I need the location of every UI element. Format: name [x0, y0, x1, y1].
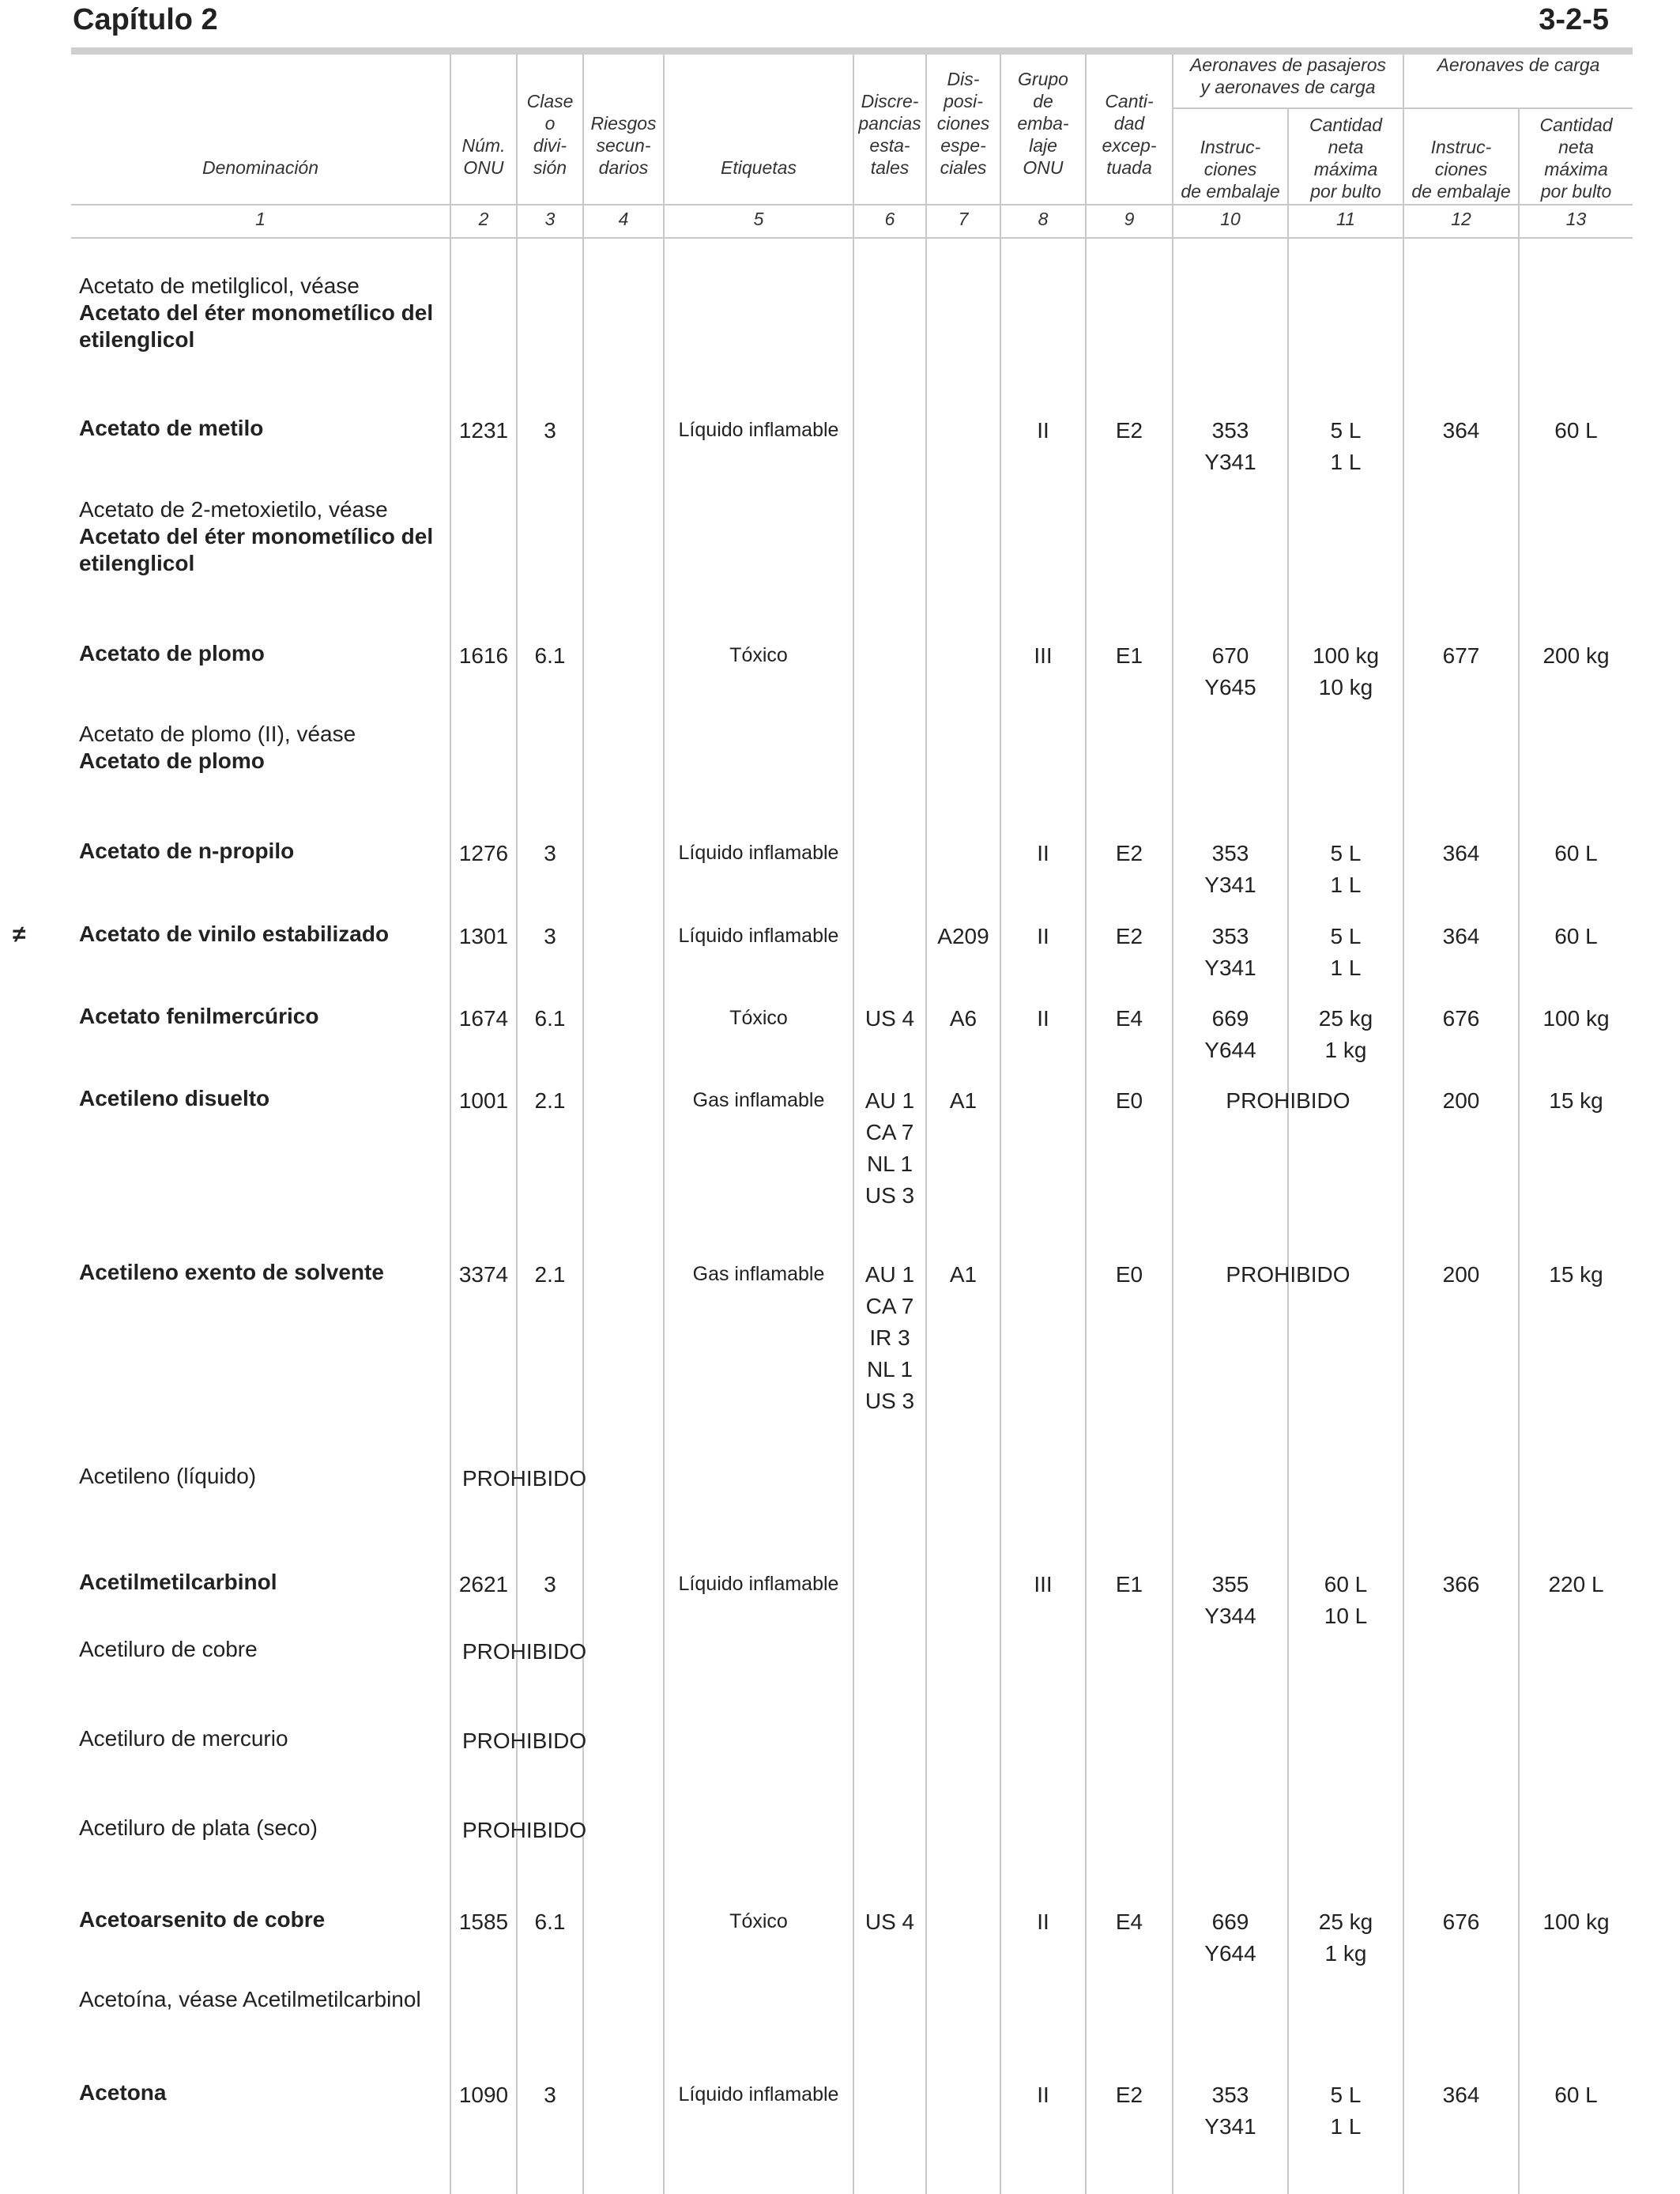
prohibited-label: PROHIBIDO [462, 1639, 587, 1664]
name-bold-text: Acetona [79, 2080, 167, 2105]
name-bold-text: Acetato del éter monometílico del etilenglicol [79, 524, 434, 575]
cell-name [79, 415, 443, 442]
cell-class: 2.1 [534, 1262, 566, 1287]
column-number: 3 [544, 209, 556, 229]
col-header-cargo-packing-instructions: Instruc- ciones de embalaje [1411, 137, 1511, 202]
cell-un-number: 1674 [458, 1006, 509, 1031]
cell-packing-group: II [1037, 841, 1049, 865]
cell-cargo-packing-instruction: 677 [1442, 643, 1480, 668]
col-header-name: Denominación [202, 157, 319, 178]
cell-excepted-qty: E1 [1115, 643, 1143, 668]
cell-name [79, 1815, 443, 1842]
cell-excepted-qty: E2 [1115, 841, 1143, 865]
cell-name [79, 273, 443, 353]
name-text: Acetoína, véase Acetilmetilcarbinol [79, 1987, 421, 2011]
cell-cargo-max-qty: 60 L [1554, 841, 1598, 865]
cell-packing-group: II [1037, 1006, 1049, 1031]
column-number: 12 [1451, 209, 1471, 229]
cell-labels: Gas inflamable [692, 1263, 825, 1285]
cell-cargo-max-qty: 200 kg [1543, 643, 1610, 668]
column-number: 7 [958, 209, 969, 229]
cell-excepted-qty: E0 [1115, 1262, 1143, 1287]
cell-cargo-max-qty: 100 kg [1543, 1006, 1610, 1031]
col-header-subrisk: Riesgos secun- darios [590, 113, 657, 178]
col-header-class: Clase o divi- sión [526, 91, 574, 178]
cell-name [79, 640, 443, 667]
cell-un-number: 1301 [458, 924, 509, 948]
cell-name [79, 1463, 443, 1490]
name-text: Acetato de 2-metoxietilo, véase [79, 497, 388, 522]
cell-name [79, 2079, 443, 2106]
cell-name [79, 1986, 443, 2013]
name-bold-text: Acetoarsenito de cobre [79, 1907, 326, 1932]
cell-pax-max-qty: 100 kg 10 kg [1312, 643, 1380, 699]
cell-state-variations: AU 1 CA 7 IR 3 NL 1 US 3 [864, 1262, 915, 1413]
cell-pax-packing-instruction: 353 Y341 [1204, 924, 1256, 980]
cell-pax-max-qty: 25 kg 1 kg [1318, 1909, 1373, 1966]
cell-labels: Líquido inflamable [678, 419, 839, 441]
cell-class: 2.1 [534, 1088, 566, 1113]
column-number: 11 [1336, 209, 1355, 229]
cell-special-provisions: A1 [949, 1262, 977, 1287]
cell-excepted-qty: E2 [1115, 924, 1143, 948]
column-number: 2 [478, 209, 489, 229]
col-header-excepted-qty: Canti- dad excep- tuada [1102, 91, 1157, 178]
name-bold-text: Acetilmetilcarbinol [79, 1570, 277, 1594]
cell-un-number: 1276 [458, 841, 509, 865]
name-text: Acetato de metilglicol, véase [79, 273, 360, 298]
cell-packing-group: II [1037, 2083, 1049, 2107]
cell-pax-packing-instruction: 669 Y644 [1204, 1006, 1256, 1062]
cell-packing-group: II [1037, 924, 1049, 948]
name-bold-text: Acetileno disuelto [79, 1086, 270, 1110]
cell-un-number: 1616 [458, 643, 509, 668]
cell-packing-group: III [1034, 1572, 1053, 1596]
name-bold-text: Acetileno exento de solvente [79, 1260, 384, 1284]
cell-un-number: 1001 [458, 1088, 509, 1113]
cell-cargo-max-qty: 15 kg [1549, 1262, 1603, 1287]
cell-name [79, 1906, 443, 1933]
column-number: 10 [1220, 209, 1241, 229]
name-bold-text: Acetato de n-propilo [79, 839, 295, 863]
col-header-pax-max-qty: Cantidad neta máxima por bulto [1309, 115, 1383, 202]
cell-cargo-packing-instruction: 364 [1442, 924, 1480, 948]
cell-cargo-max-qty: 100 kg [1543, 1909, 1610, 1934]
name-bold-text: Acetato fenilmercúrico [79, 1004, 319, 1028]
cell-class: 3 [544, 418, 556, 443]
cell-cargo-max-qty: 220 L [1548, 1572, 1604, 1596]
cell-pax-packing-instruction: 353 Y341 [1204, 2083, 1256, 2139]
cell-special-provisions: A6 [949, 1006, 977, 1031]
cell-cargo-max-qty: 60 L [1554, 924, 1598, 948]
cell-labels: Gas inflamable [692, 1089, 825, 1111]
cell-cargo-max-qty: 15 kg [1549, 1088, 1603, 1113]
cell-class: 3 [544, 841, 556, 865]
cell-cargo-packing-instruction: 366 [1442, 1572, 1480, 1596]
cell-name [79, 1569, 443, 1596]
pax-prohibited-label: PROHIBIDO [1226, 1262, 1350, 1287]
col-header-un: Núm. ONU [461, 135, 506, 178]
pax-prohibited-label: PROHIBIDO [1226, 1088, 1350, 1113]
cell-packing-group: III [1034, 643, 1053, 668]
cell-excepted-qty: E4 [1115, 1909, 1143, 1934]
cell-labels: Tóxico [729, 1910, 788, 1932]
cell-cargo-max-qty: 60 L [1554, 2083, 1598, 2107]
cell-class: 3 [544, 1572, 556, 1596]
cell-labels: Tóxico [729, 1007, 788, 1029]
cell-class: 3 [544, 924, 556, 948]
col-header-pax-packing-instructions: Instruc- ciones de embalaje [1181, 137, 1280, 202]
cell-excepted-qty: E1 [1115, 1572, 1143, 1596]
cell-excepted-qty: E4 [1115, 1006, 1143, 1031]
prohibited-label: PROHIBIDO [462, 1818, 587, 1842]
column-number: 5 [753, 209, 764, 229]
col-header-labels: Etiquetas [721, 157, 797, 178]
cell-labels: Líquido inflamable [678, 842, 839, 864]
name-text: Acetileno (líquido) [79, 1464, 257, 1488]
cell-labels: Tóxico [729, 644, 788, 666]
cell-special-provisions: A209 [937, 924, 989, 948]
name-text: Acetiluro de cobre [79, 1637, 258, 1661]
cell-pax-packing-instruction: 355 Y344 [1204, 1572, 1256, 1628]
cell-pax-packing-instruction: 353 Y341 [1204, 841, 1256, 897]
cell-labels: Líquido inflamable [678, 2083, 839, 2105]
name-bold-text: Acetato de vinilo estabilizado [79, 922, 390, 946]
cell-un-number: 2621 [458, 1572, 509, 1596]
cell-name [79, 496, 443, 577]
name-bold-text: Acetato de plomo [79, 748, 265, 773]
cell-pax-max-qty: 5 L 1 L [1330, 418, 1362, 474]
cell-class: 6.1 [534, 1006, 566, 1031]
cell-name [79, 1003, 443, 1030]
cell-pax-packing-instruction: 670 Y645 [1204, 643, 1256, 699]
page-number: 3-2-5 [1539, 3, 1609, 36]
col-header-special-provisions: Dis- posi- ciones espe- ciales [936, 69, 990, 178]
column-number: 6 [884, 209, 895, 229]
name-text: Acetiluro de plata (seco) [79, 1815, 318, 1840]
cell-pax-max-qty: 25 kg 1 kg [1318, 1006, 1373, 1062]
cell-pax-packing-instruction: 669 Y644 [1204, 1909, 1256, 1966]
cell-cargo-packing-instruction: 200 [1442, 1262, 1480, 1287]
cell-packing-group: II [1037, 418, 1049, 443]
cell-class: 6.1 [534, 643, 566, 668]
name-bold-text: Acetato de plomo [79, 641, 265, 665]
cell-un-number: 1090 [458, 2083, 509, 2107]
chapter-title: Capítulo 2 [73, 3, 218, 36]
cell-class: 3 [544, 2083, 556, 2107]
cell-excepted-qty: E2 [1115, 418, 1143, 443]
col-group-cargo-aircraft: Aeronaves de carga [1437, 55, 1600, 75]
col-header-packing-group: Grupo de emba- laje ONU [1017, 69, 1069, 178]
cell-excepted-qty: E0 [1115, 1088, 1143, 1113]
change-marker: ≠ [13, 922, 26, 948]
column-number: 8 [1038, 209, 1049, 229]
cell-pax-max-qty: 5 L 1 L [1330, 924, 1362, 980]
column-number: 4 [618, 209, 629, 229]
cell-labels: Líquido inflamable [678, 925, 839, 947]
cell-pax-max-qty: 5 L 1 L [1330, 841, 1362, 897]
cell-packing-group: II [1037, 1909, 1049, 1934]
cell-name [79, 921, 443, 948]
col-group-passenger-aircraft: Aeronaves de pasajeros y aeronaves de carga [1189, 55, 1387, 97]
cell-pax-max-qty: 60 L 10 L [1324, 1572, 1368, 1628]
cell-cargo-packing-instruction: 676 [1442, 1909, 1480, 1934]
cell-name [79, 1085, 443, 1112]
cell-name [79, 838, 443, 865]
name-text: Acetiluro de mercurio [79, 1726, 288, 1751]
name-bold-text: Acetato de metilo [79, 416, 264, 440]
prohibited-label: PROHIBIDO [462, 1728, 587, 1753]
name-bold-text: Acetato del éter monometílico del etilenglicol [79, 300, 434, 352]
cell-name [79, 1636, 443, 1663]
cell-state-variations: US 4 [864, 1006, 915, 1031]
cell-cargo-packing-instruction: 676 [1442, 1006, 1480, 1031]
cell-excepted-qty: E2 [1115, 2083, 1143, 2107]
column-number: 9 [1124, 209, 1135, 229]
name-text: Acetato de plomo (II), véase [79, 722, 356, 746]
cell-state-variations: US 4 [864, 1909, 915, 1934]
cell-state-variations: AU 1 CA 7 NL 1 US 3 [864, 1088, 915, 1208]
cell-name [79, 1259, 443, 1286]
cell-name [79, 721, 443, 775]
cell-cargo-max-qty: 60 L [1554, 418, 1598, 443]
col-header-state-variations: Discre- pancias esta- tales [858, 91, 921, 178]
cell-special-provisions: A1 [949, 1088, 977, 1113]
cell-un-number: 1585 [458, 1909, 509, 1934]
prohibited-label: PROHIBIDO [462, 1466, 587, 1491]
cell-cargo-packing-instruction: 364 [1442, 841, 1480, 865]
cell-class: 6.1 [534, 1909, 566, 1934]
cell-name [79, 1725, 443, 1752]
cell-cargo-packing-instruction: 364 [1442, 418, 1480, 443]
cell-un-number: 1231 [458, 418, 509, 443]
column-number: 1 [255, 209, 266, 229]
column-number: 13 [1565, 209, 1587, 229]
cell-un-number: 3374 [458, 1262, 509, 1287]
cell-cargo-packing-instruction: 364 [1442, 2083, 1480, 2107]
col-header-cargo-max-qty: Cantidad neta máxima por bulto [1539, 115, 1613, 202]
cell-labels: Líquido inflamable [678, 1573, 839, 1595]
cell-cargo-packing-instruction: 200 [1442, 1088, 1480, 1113]
cell-pax-max-qty: 5 L 1 L [1330, 2083, 1362, 2139]
cell-pax-packing-instruction: 353 Y341 [1204, 418, 1256, 474]
